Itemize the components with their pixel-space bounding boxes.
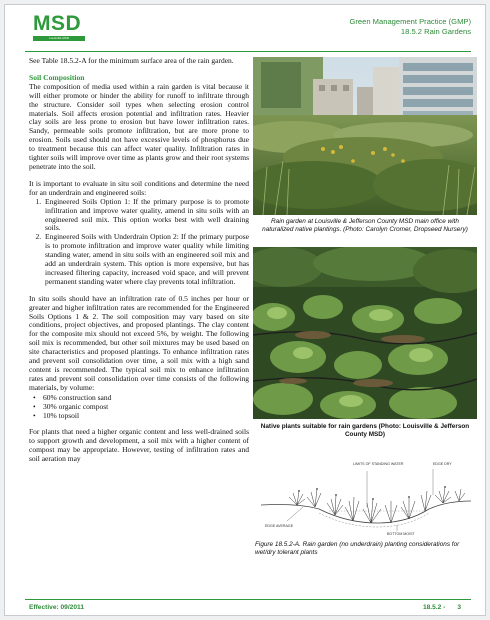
list-item: • 60% construction sand [33, 392, 112, 402]
effective-date: Effective: 09/2011 [29, 604, 84, 611]
footer-rule [25, 599, 471, 600]
document-title: Green Management Practice (GMP) [349, 17, 471, 26]
list-item: • 10% topsoil [33, 410, 80, 420]
msd-logo [33, 14, 85, 41]
page-header [349, 17, 471, 37]
photo2-caption: Native plants suitable for rain gardens (Photo: Louisville & Jefferson County MSD) [260, 423, 470, 438]
list-item: 1. Engineered Soils Option 1: If the primary purpose is to promote infiltration and improve water quality, amend in situ soils with an engineered soil mix. This option works best with well draining soils. [43, 198, 249, 234]
section-title: 18.5.2 Rain Gardens [400, 27, 471, 36]
photo1-caption: Rain garden at Louisville & Jefferson County MSD main office with naturalized native plantings. (Photo: Carolyn Cromer, Dropseed Nursery) [262, 218, 468, 233]
diagram-label-limits: LIMITS OF STANDING WATER [353, 462, 404, 466]
list-item: • 30% organic compost [33, 401, 109, 411]
diagram-label-edge: EDGE DRY [433, 462, 452, 466]
native-plants-photo [253, 247, 477, 419]
intro-paragraph: See Table 18.5.2-A for the minimum surface area of the rain garden. [29, 56, 234, 65]
soil-paragraph-1: The composition of media used within a rain garden is vital because it will either promote or hinder the ability for runoff to infiltrate through the structure. Consider soil types when selecting erosion control materials. Soil affects erosion potential and infiltration rates. Heavier clay soils are less prone to erosion but have lower infiltration rates. Sandy, permeable soils promote infiltration, but are more prone to erosion. Soils used should not have excessive levels of phosphorus due to treatment because this can affect water quality. Infiltration rates in tighter soils will improve over time as plants grow and their root systems penetrate into the soil. [29, 81, 249, 171]
rain-garden-photo [253, 57, 477, 215]
figure-caption: Figure 18.5.2-A. Rain garden (no underdrain) planting considerations for wet/dry tolerant plants [255, 541, 460, 556]
soil-paragraph-2: It is important to evaluate in situ soil conditions and determine the need for an underdrain and engineered soils: [29, 178, 249, 197]
document-page [4, 4, 486, 616]
header-rule [25, 51, 471, 52]
soil-mix-list [29, 394, 249, 421]
rain-garden-cross-section-diagram [257, 457, 473, 537]
logo-tagline-bar: Louisville MSD [33, 36, 85, 41]
diagram-label-inlet: EDGE AVERAGE [265, 524, 294, 528]
footer-section: 18.5.2 - [422, 604, 446, 611]
soil-paragraph-3: In situ soils should have an infiltration rate of 0.5 inches per hour or greater and higher infiltration rates are recommended for the Engineered Soils Options 1 & 2. The soil composition may vary based on site conditions, project objectives, and proposed plantings. The clay content for the composite mix should not exceed 5%, by weight. The following soil mix is recommended, but other soil mixtures may be used based on site characteristics and proposed plantings. To enhance infiltration rates and prevent soil consolidation over time, a soil mix with a high sand content is recommended. The typical soil mix to enhance infiltration rates and prevent soil consolidation over time consists of the following materials, by volume: [29, 293, 249, 392]
main-text-column [29, 57, 249, 472]
soil-paragraph-4: For plants that need a higher organic content and less well-drained soils to support growth and development, a soil mix with a higher content of compost may be appropriate. However, testing of infiltration rates and soil aeration may [29, 427, 249, 464]
soil-composition-heading: Soil Composition [29, 72, 85, 82]
page-footer [411, 604, 461, 611]
diagram-label-bottom: BOTTOM MOIST [387, 532, 415, 536]
list-item: 2. Engineered Soils with Underdrain Option 2: If the primary purpose is to promote infiltration and improve water quality while limiting standing water, amend in situ soils with an engineered soil mix and add an underdrain system. This option is more expensive, but has increased filtering capacity, increased void space, and will prevent permanent standing water where clay prevents total infiltration. [43, 233, 249, 286]
soil-options-list [29, 198, 249, 287]
logo-wordmark: MSD [33, 12, 82, 35]
page-number: 3 [457, 604, 461, 611]
